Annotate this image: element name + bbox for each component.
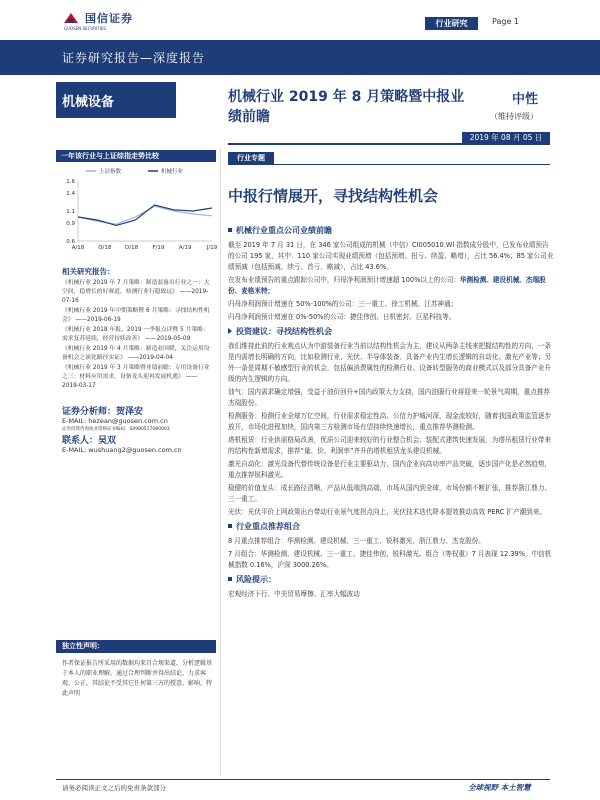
paragraph: 归母净利润预计增速在 0%-50%的公司：捷佳伟创、日机密封、巨星科技等。 bbox=[228, 313, 456, 321]
paragraph: 宏观经济下行、中美贸易摩擦、汇率大幅波动 bbox=[228, 590, 360, 598]
brand-logo bbox=[62, 10, 133, 26]
footer-slogan: 全球视野 本土智慧 bbox=[468, 783, 531, 792]
x-tick-label: A/18 bbox=[71, 245, 85, 251]
section-heading: 风险提示： bbox=[228, 574, 554, 585]
paragraph bbox=[228, 275, 554, 297]
related-report-item[interactable]: 《机械行业 2019 年中期策略暨 6 月策略：寻找结构性机会》 ——2019-06-19 bbox=[62, 308, 210, 323]
page-number: Page 1 bbox=[492, 17, 519, 26]
x-tick-label: D/18 bbox=[125, 245, 139, 251]
section-heading: 机械行业重点公司业绩前瞻 bbox=[228, 225, 554, 236]
paragraph: 光伏：光伏平价上网政策出台带动行业景气度拐点向上，光伏技术迭代降本提效推动高效 PERC 扩产潮到来。 bbox=[228, 508, 546, 516]
paragraph: 塔机租赁：行业供需格局改善，优质公司迎来较好的行业整合机会；装配式建筑快速发展，为塔吊租赁行业带来的结构性新增需求，推荐“量、价、利润率”齐升的塔机租赁龙头建设机械。 bbox=[228, 436, 552, 455]
related-report-item[interactable]: 《机械行业 2019 年 4 月策略：制造业回暖，关注运用设备机会之演化路径实证》 ——2019-04-04 bbox=[62, 346, 210, 361]
brand-sub: GUOSEN SECURITIES bbox=[64, 26, 106, 31]
chart-title: 一年该行业与上证综指走势比较 bbox=[56, 150, 216, 162]
legend-label: 机械行业 bbox=[161, 169, 184, 175]
contact-name: 吴双 bbox=[98, 436, 117, 446]
y-tick-label: 0.9 bbox=[66, 221, 75, 227]
related-reports-list bbox=[62, 279, 214, 392]
analyst-heading bbox=[62, 404, 214, 417]
x-tick-label: A/19 bbox=[178, 245, 192, 251]
analyst-name: 贺泽安 bbox=[116, 407, 144, 417]
x-tick-label: J/19 bbox=[206, 245, 218, 251]
guosen-logo-icon bbox=[62, 11, 80, 25]
trend-chart bbox=[56, 163, 216, 258]
section-heading: 行业重点推荐组合 bbox=[228, 521, 554, 532]
headline: 中报行情展开，寻找结构性机会 bbox=[228, 187, 439, 205]
x-tick-label: O/18 bbox=[98, 245, 112, 251]
independence-heading: 独立性声明： bbox=[56, 640, 216, 653]
paragraph: 检测服务：检测行业全球万亿空间，行业需求稳定性高、公信力护城河深，现金流较好，随着我国政策监管逐步放开，市场化进程加快，国内第三方检测市场有望持续快速增长，重点推荐华测检测。 bbox=[228, 412, 552, 431]
special-tag: 行业专题 bbox=[228, 152, 274, 164]
paragraph: 8 月重点推荐组合：华测检测、建设机械、三一重工、锐科激光、浙江鼎力、杰克股份。 bbox=[228, 537, 485, 545]
analyst-email[interactable]: E-MAIL: hezean@guosen.com.cn bbox=[62, 417, 168, 425]
y-tick-label: 1.1 bbox=[66, 209, 75, 215]
paragraph: 归母净利润预计增速在 50%-100%的公司：三一重工、徐工机械、江苏神通； bbox=[228, 300, 458, 308]
independence-text: 作者保证报告所采用的数据均来自合规渠道，分析逻辑基于本人的职业理解，通过合理判断并得出结论，力求客观、公正，其结论不受其它任何第三方的授意、影响，特此声明 bbox=[62, 660, 213, 697]
industry-tag: 行业研究 bbox=[425, 17, 478, 30]
column-divider bbox=[220, 148, 221, 776]
related-reports-heading: 相关研究报告： bbox=[62, 267, 115, 276]
paragraph-text: 在发布业绩预告的重点跟踪公司中，归母净利润预计增速超 100%以上的公司： bbox=[228, 276, 460, 284]
series-line bbox=[78, 205, 212, 225]
main-body bbox=[228, 222, 554, 602]
related-report-item[interactable]: 《机械行业 2019 年 7 月策略：制造装备出行业之一：大空间，稳增长的好赛道，检测行业行稳致远》 ——2019-07-16 bbox=[62, 280, 210, 304]
footer-divider bbox=[56, 779, 550, 780]
report-date: 2019 年 08 月 05 日 bbox=[462, 132, 550, 144]
paragraph: 截至 2019 年 7 月 31 日，在 346 家公司组成的机械（中信）CI005010.WI 指数成分股中，已发布业绩预告的公司 195 家，其中：110 家公司实现业绩预增（包括预增、扭亏、续盈、略增），占比 56.4%；85 家公司业绩预减（包括预减、续亏、首亏、略减），占比 43.6%。 bbox=[228, 241, 554, 271]
brand-name: 国信证券 bbox=[85, 12, 133, 25]
paragraph: 我们维持此前的行业观点认为中游装备行业当前以结构性机会为主，建议从两条主线来把握结构性的方向，一条是内需增长明确的方向，比如检测行业、光伏、半导体装备、具备产业内生增长逻辑的自动化、激光产业等；另外一条是周期不敏感型行业的机会，包括偏消费属性的检测行业、设备转型服务的商业模式以及部分具备产业升级的内生逻辑的方向。 bbox=[228, 342, 552, 383]
legend-label: 上证指数 bbox=[99, 169, 122, 175]
sector-name: 机械设备 bbox=[62, 95, 115, 110]
section-heading: 投资建议：寻找结构性机会 bbox=[228, 326, 554, 337]
analyst-block bbox=[62, 404, 214, 455]
related-report-item[interactable]: 《机械行业 2018 年报、2019 一季报点评暨 5 月策略：需求复苏延续，经营持续改善》 ——2019-05-09 bbox=[62, 327, 209, 342]
y-tick-label: 1.4 bbox=[66, 191, 75, 197]
paragraph: 激光自动化：激光设备代替传统设备是行业主要驱动力，国内企业向高功率产品突破，逐步国产化是必然趋势，重点推荐锐科激光。 bbox=[228, 460, 552, 479]
analyst-cert: 证券投资咨询执业资格证书编码：S0980517080003 bbox=[62, 427, 170, 432]
contact-heading bbox=[62, 433, 214, 446]
paragraph: 稳健的价值龙头：成长路径清晰，产品从低端到高端，市场从国内到全球，市场份额不断扩张，推荐浙江鼎力、三一重工。 bbox=[228, 484, 552, 503]
contact-label: 联系人： bbox=[62, 436, 99, 446]
report-title: 机械行业 2019 年 8 月策略暨中报业绩前瞻 bbox=[228, 89, 465, 125]
paragraph: 油气：国内需求确定增强，受益于油价回升+国内政策大力支持，国内油服行业将迎来一轮景气周期，重点推荐杰瑞股份。 bbox=[228, 388, 551, 407]
footer-disclaimer: 请务必阅读正文之后的免责条款部分 bbox=[62, 784, 166, 792]
y-tick-label: 0.6 bbox=[66, 239, 75, 245]
rating-sub: （维持评级） bbox=[490, 112, 538, 121]
special-divider bbox=[228, 164, 550, 165]
paragraph: 7 月组合：华测检测、建设机械、三一重工、捷佳伟创、锐科激光。组合（等权重）7 月表现 12.39%，中信机械指数 0.16%，沪深 3000.26%。 bbox=[228, 550, 552, 569]
y-tick-label: 1.6 bbox=[66, 179, 75, 185]
report-type: 证券研究报告—深度报告 bbox=[62, 51, 206, 65]
contact-email[interactable]: E-MAIL: wushuang2@guosen.com.cn bbox=[62, 446, 182, 454]
rating: 中性 bbox=[512, 92, 539, 107]
analyst-label: 证券分析师： bbox=[62, 407, 117, 417]
series-line bbox=[78, 206, 212, 224]
paragraph-highlight: 华测检测、建设机械、杰瑞股份、麦格米特； bbox=[228, 276, 546, 295]
related-report-item[interactable]: 《机械行业 2019 年 3 月策略暨业绩前瞻：专用设备行业之三：材料应用需求，设备龙头迎再发展机遇》 ——2019-03-17 bbox=[62, 365, 210, 389]
x-tick-label: F/19 bbox=[152, 245, 165, 251]
